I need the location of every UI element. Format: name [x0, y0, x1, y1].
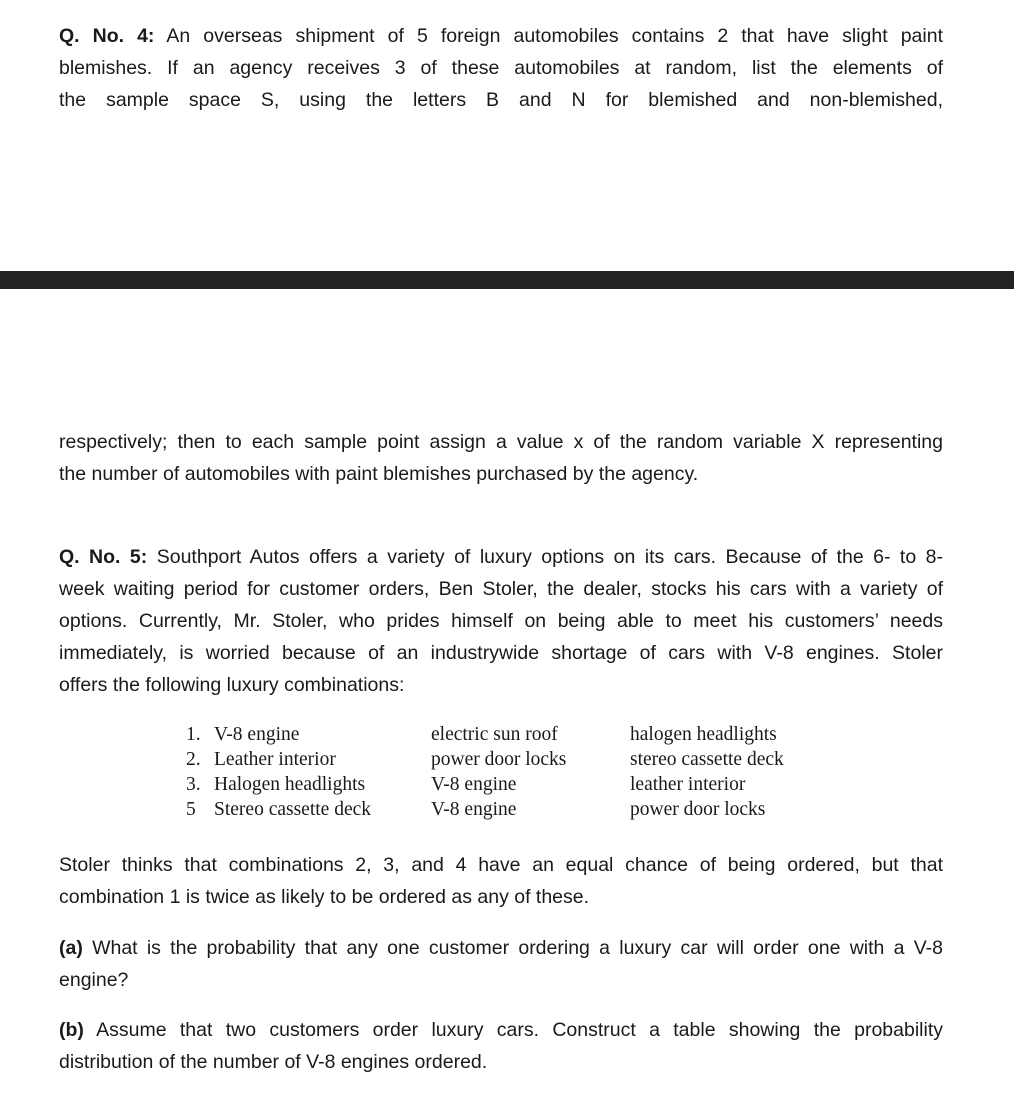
q4-line-4: respectively; then to each sample point assign a value x of the random variable X representing — [59, 431, 943, 453]
part-a-label: (a) — [59, 937, 83, 959]
part-b-line-1: (b) Assume that two customers order luxury cars. Construct a table showing the probability — [59, 1019, 943, 1041]
combination-option: V-8 engine — [431, 799, 517, 820]
q5-line-2: week waiting period for customer orders, Ben Stoler, the dealer, stocks his cars with a variety of — [59, 578, 943, 600]
combination-row — [186, 772, 784, 797]
combination-row — [186, 722, 784, 747]
stoler-line-2: combination 1 is twice as likely to be ordered as any of these. — [59, 886, 590, 908]
combination-option: power door locks — [431, 749, 567, 770]
q4-text-top — [59, 20, 943, 116]
q4-line-1: Q. No. 4: An overseas shipment of 5 foreign automobiles contains 2 that have slight paint — [59, 25, 943, 47]
part-a-line-2: engine? — [59, 969, 129, 991]
combination-number: 5 — [186, 799, 196, 820]
q5-line-5: offers the following luxury combinations: — [59, 674, 405, 696]
q4-text-bottom — [59, 426, 943, 490]
combination-option: power door locks — [630, 799, 766, 820]
part-a-text — [59, 932, 943, 996]
q5-line-3: options. Currently, Mr. Stoler, who prides himself on being able to meet his customers’ needs — [59, 610, 943, 632]
part-b-text — [59, 1014, 943, 1078]
luxury-combinations-table — [186, 722, 784, 822]
page-break-divider — [0, 271, 1014, 289]
combination-row — [186, 797, 784, 822]
q5-text — [59, 541, 943, 701]
q5-line-4: immediately, is worried because of an industrywide shortage of cars with V-8 engines. Stoler — [59, 642, 943, 664]
part-b-label: (b) — [59, 1019, 84, 1041]
combination-number: 3. — [186, 774, 201, 795]
combination-option: electric sun roof — [431, 724, 558, 745]
q5-line-1: Q. No. 5: Southport Autos offers a variety of luxury options on its cars. Because of the 6- to 8- — [59, 546, 943, 568]
q4-line-5: the number of automobiles with paint blemishes purchased by the agency. — [59, 463, 699, 485]
combination-number: 1. — [186, 724, 201, 745]
combination-option: leather interior — [630, 774, 746, 795]
stoler-text — [59, 849, 943, 913]
combination-row — [186, 747, 784, 772]
combination-option: V-8 engine — [431, 774, 517, 795]
q4-line-3: the sample space S, using the letters B and N for blemished and non-blemished, — [59, 89, 943, 111]
combination-option: Stereo cassette deck — [214, 799, 372, 820]
q4-label: Q. No. 4: — [59, 25, 155, 47]
combination-option: V-8 engine — [214, 724, 300, 745]
part-a-line-1: (a) What is the probability that any one customer ordering a luxury car will order one with a V-8 — [59, 937, 943, 959]
q5-label: Q. No. 5: — [59, 546, 148, 568]
part-b-line-2: distribution of the number of V-8 engines ordered. — [59, 1051, 488, 1073]
combination-option: halogen headlights — [630, 724, 777, 745]
combination-option: Leather interior — [214, 749, 336, 770]
combination-option: stereo cassette deck — [630, 749, 784, 770]
combination-number: 2. — [186, 749, 201, 770]
combination-option: Halogen headlights — [214, 774, 366, 795]
q4-line-2: blemishes. If an agency receives 3 of these automobiles at random, list the elements of — [59, 57, 943, 79]
stoler-line-1: Stoler thinks that combinations 2, 3, and 4 have an equal chance of being ordered, but that — [59, 854, 943, 876]
